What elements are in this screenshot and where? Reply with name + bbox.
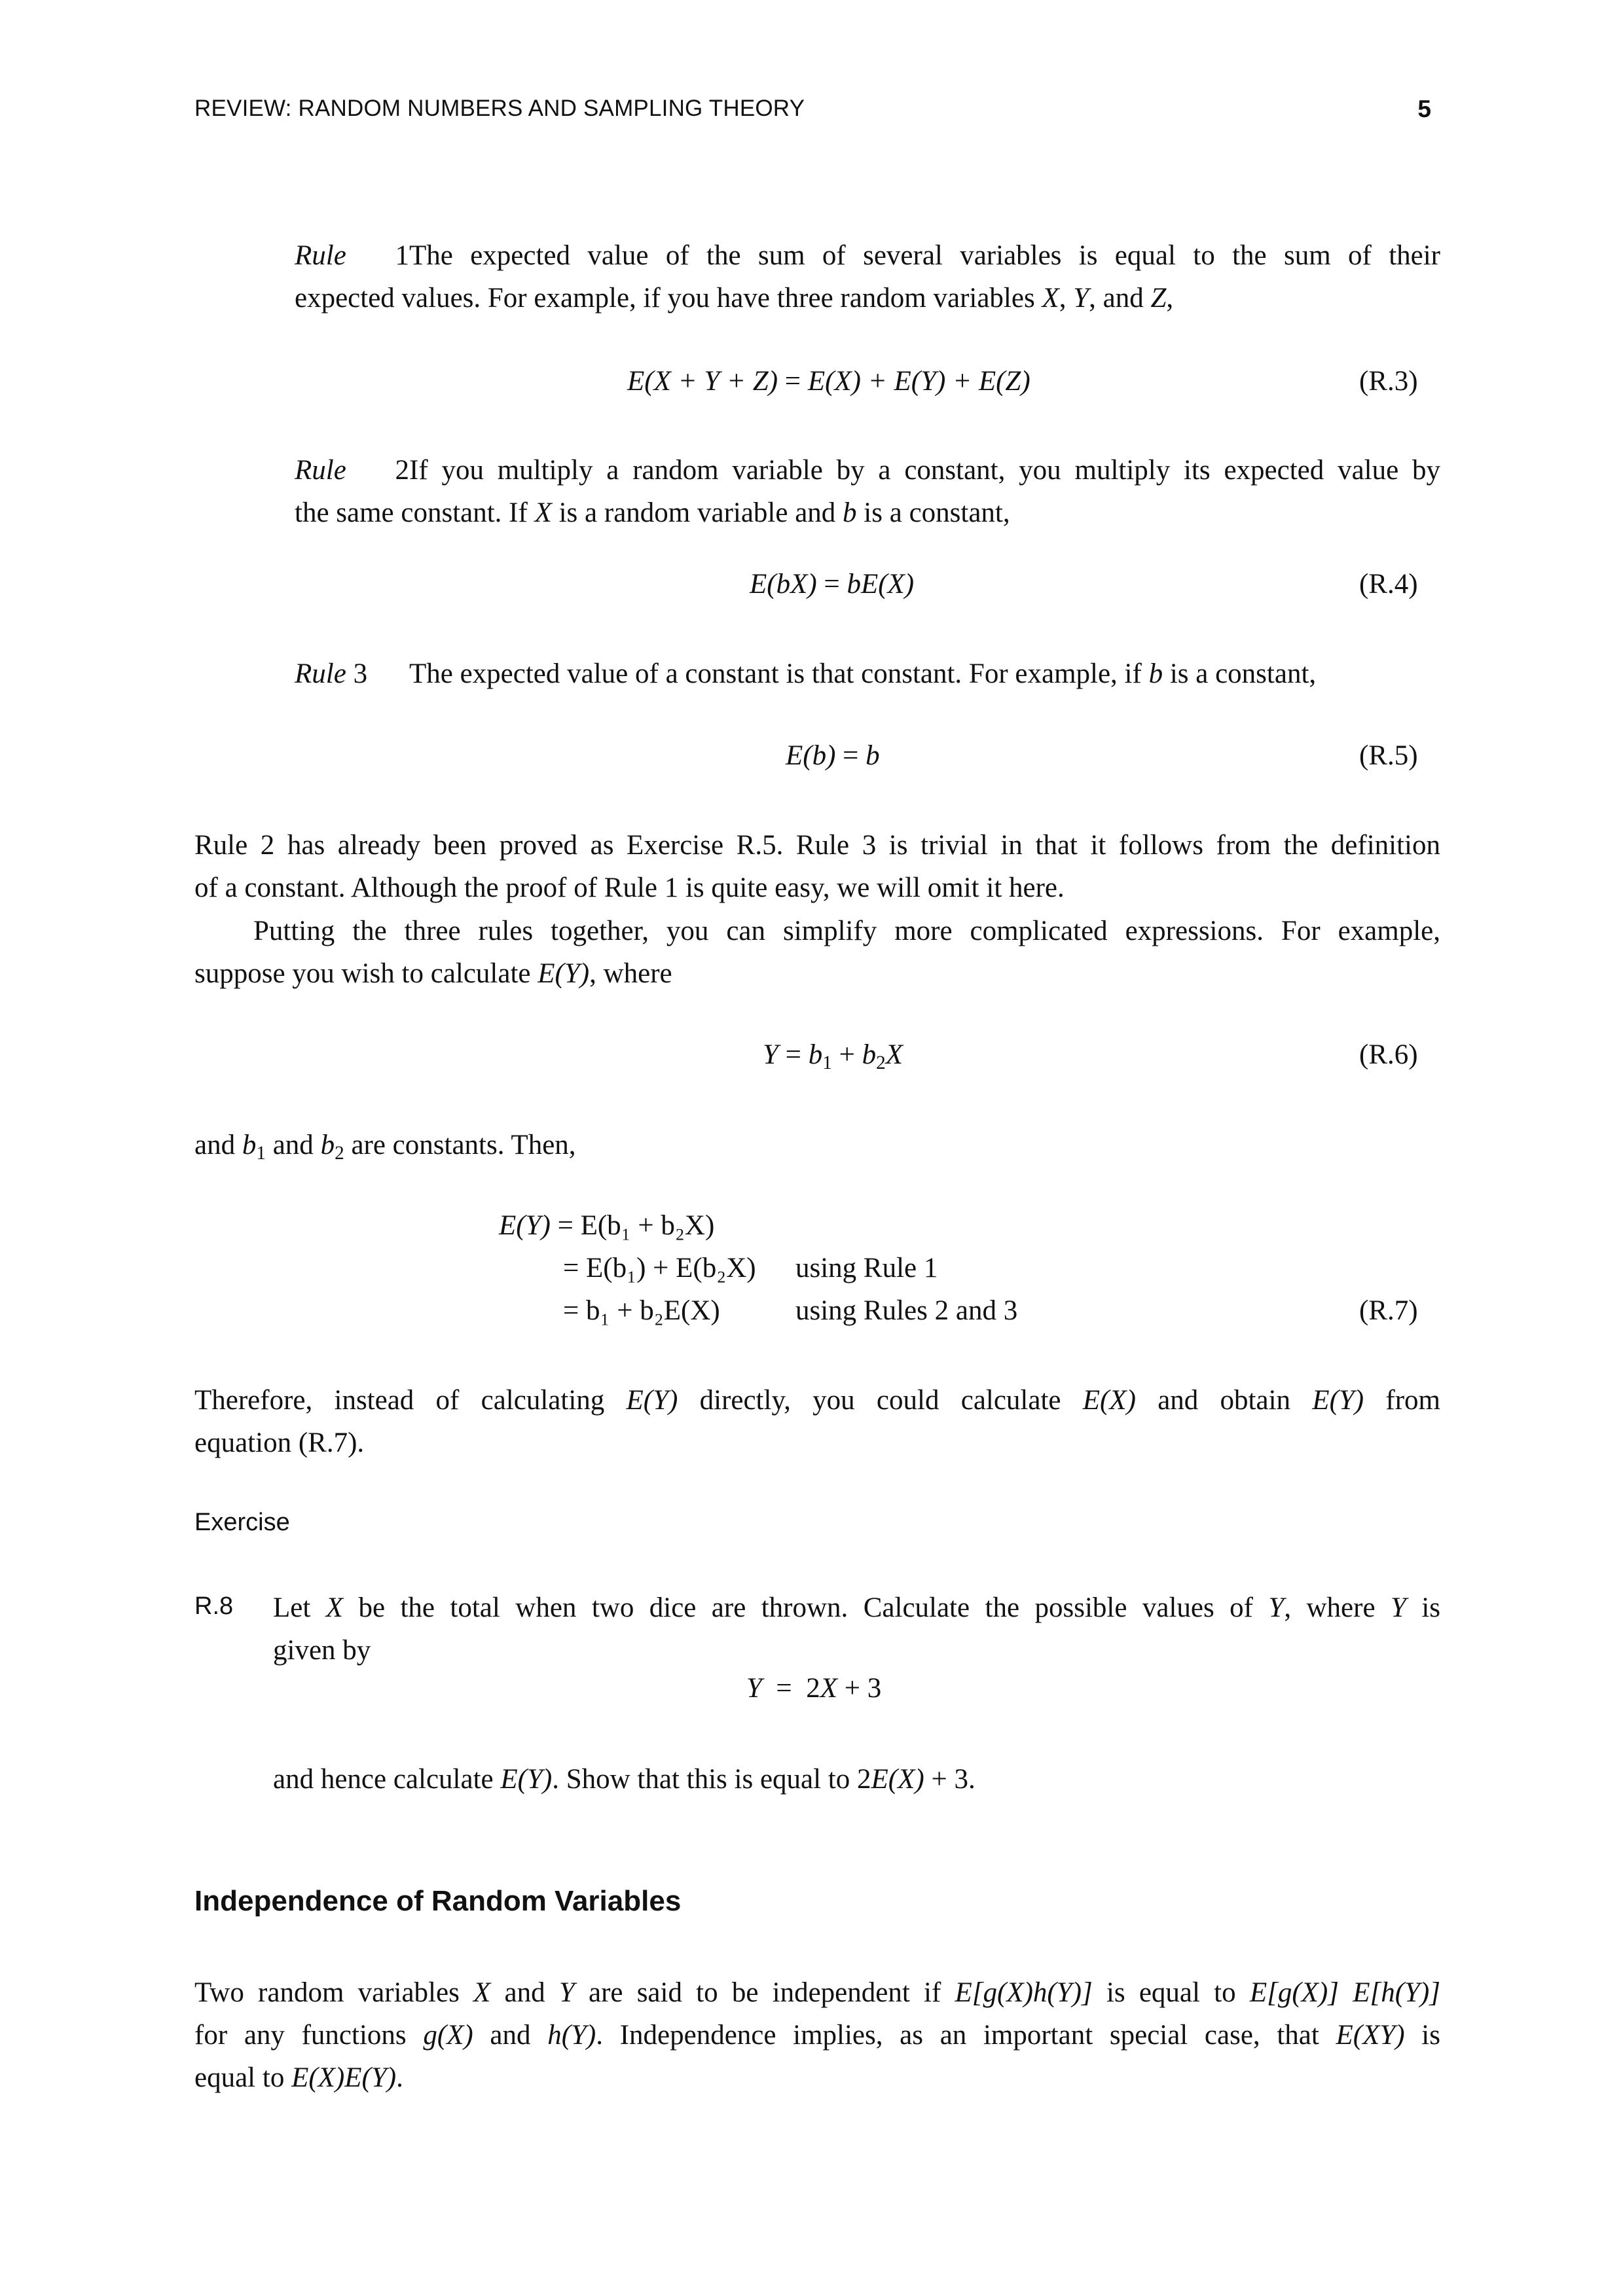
rule-1-paragraph: Rule 1The expected value of the sum of several variables is equal to the sum of their expected values. For example, if you have three random variables X, Y, and Z, [295,234,1440,319]
rule-2-text: If you multiply a random variable by a constant, you multiply its expected value by [409,455,1440,486]
rule-2-label: Rule 2 [295,455,409,486]
constants-line: and $b_1$ and $b_2$ are constants. Then, [194,1130,576,1164]
exercise-heading: Exercise [194,1509,290,1536]
rule-3-paragraph: Rule 3 The expected value of a constant is that constant. For example, if b is a constant, [295,653,1440,695]
equation-r7-row2: = E(b₁) + E(b₂X) [563,1253,756,1283]
example-paragraph: Putting the three rules together, you can simplify more complicated expressions. For example, suppose you wish to calculate E(Y), where [194,916,1440,989]
equation-r7-note1: using Rule 1 [795,1253,938,1283]
equation-number-r3: (R.3) [1359,366,1418,397]
equation-number-r6: (R.6) [1359,1039,1418,1070]
equation-number-r7: (R.7) [1359,1295,1418,1326]
exercise-id: R.8 [194,1592,234,1620]
section-heading: Independence of Random Variables [194,1885,682,1917]
equation-r3: E(X + Y + Z) = E(X) + E(Y) + E(Z) [627,366,1030,397]
equation-r7-row1: E(Y) = E(b₁ + b₂X) [499,1210,715,1241]
running-header: REVIEW: RANDOM NUMBERS AND SAMPLING THEORY [194,96,805,121]
proof-paragraph: Rule 2 has already been proved as Exercise R.5. Rule 3 is trivial in that it follows from the definition of a constant. Although the proof of Rule 1 is quite easy, we will omit it here. [194,830,1440,903]
equation-r4: E(bX) = bE(X) [750,569,915,600]
equation-r6: $Y = b_1 + b_2X$ [763,1039,903,1074]
independence-paragraph: Two random variables X and Y are said to be independent if E[g(X)h(Y)] is equal to E[g(X)] E[h(Y)] for any functions g(X) and h(Y). Independence implies, as an important special case, that E(XY) is equal to E(X)E(Y). [194,1977,1440,2093]
exercise-text: Let X be the total when two dice are thrown. Calculate the possible values of Y, where Y is given by [273,1592,1440,1666]
rule-1-text: The expected value of the sum of several variables is equal to the sum of their [409,240,1440,271]
page-number: 5 [1417,96,1431,122]
rule-1-label: Rule 1 [295,240,409,271]
equation-r5: E(b) = b [786,740,880,771]
therefore-paragraph: Therefore, instead of calculating E(Y) directly, you could calculate E(X) and obtain E(Y) from equation (R.7). [194,1385,1440,1458]
exercise-instruction: and hence calculate E(Y). Show that this is equal to 2E(X) + 3. [273,1764,976,1795]
exercise-equation: Y = 2X + 3 [746,1673,882,1704]
equation-r7-row3: = b₁ + b₂E(X) [563,1295,720,1326]
equation-number-r5: (R.5) [1359,740,1418,771]
equation-number-r4: (R.4) [1359,569,1418,600]
rule-3-label: Rule 3 [295,658,368,689]
rule-2-paragraph: Rule 2If you multiply a random variable by a constant, you multiply its expected value by the same constant. If X is a random variable and b is a constant, [295,449,1440,534]
equation-r7-note2: using Rules 2 and 3 [795,1295,1018,1326]
